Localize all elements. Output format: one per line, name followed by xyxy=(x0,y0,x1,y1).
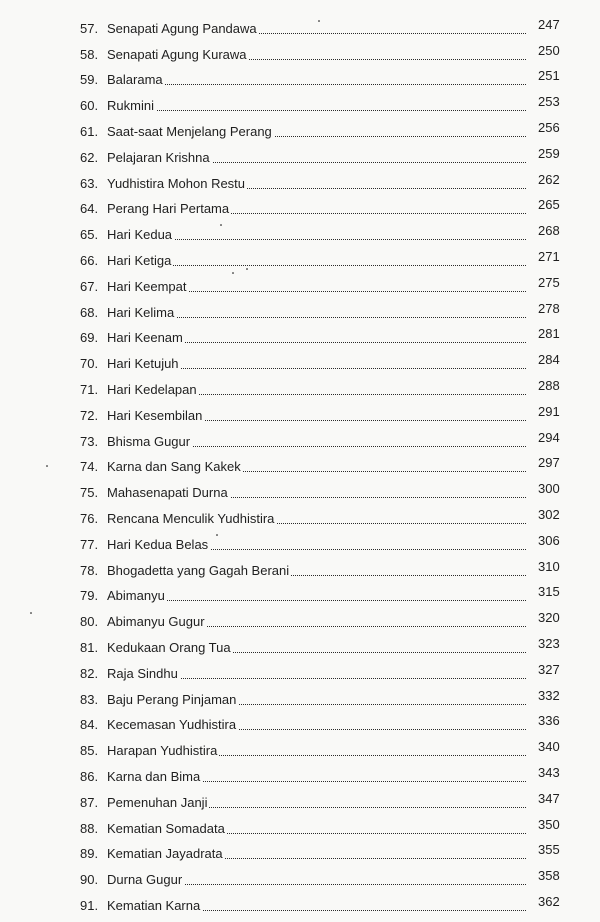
toc-entry-page: 284 xyxy=(538,352,560,368)
toc-entry xyxy=(0,633,600,659)
toc-entry-page: 300 xyxy=(538,481,560,497)
toc-entry-title: Rencana Menculik Yudhistira xyxy=(107,510,275,526)
toc-entry-page: 265 xyxy=(538,197,560,213)
toc-entry-page: 275 xyxy=(538,274,560,290)
print-speck xyxy=(30,612,32,614)
toc-entry xyxy=(0,504,600,530)
toc-entry-number: 85. xyxy=(80,743,99,759)
toc-entry-title: Hari Keenam xyxy=(107,330,183,346)
toc-entry-number: 58. xyxy=(80,46,99,62)
toc-entry-page: 256 xyxy=(538,119,560,135)
toc-entry-page: 297 xyxy=(538,455,560,471)
toc-entry-number: 76. xyxy=(80,510,99,526)
toc-entry-page: 251 xyxy=(538,68,560,84)
toc-entry xyxy=(0,298,600,324)
toc-dot-leader xyxy=(107,600,526,601)
toc-entry-number: 86. xyxy=(80,768,99,784)
toc-entry-number: 91. xyxy=(80,897,99,913)
toc-entry xyxy=(0,478,600,504)
print-speck xyxy=(216,534,218,536)
toc-entry xyxy=(0,349,600,375)
toc-entry-page: 336 xyxy=(538,713,560,729)
toc-entry-number: 62. xyxy=(80,149,99,165)
toc-entry-title: Mahasenapati Durna xyxy=(107,485,228,501)
toc-entry-number: 75. xyxy=(80,485,99,501)
print-speck xyxy=(246,268,248,270)
toc-entry-number: 79. xyxy=(80,588,99,604)
toc-entry xyxy=(0,814,600,840)
toc-entry-number: 87. xyxy=(80,794,99,810)
toc-entry xyxy=(0,891,600,917)
toc-entry-number: 71. xyxy=(80,381,99,397)
toc-entry xyxy=(0,530,600,556)
toc-entry xyxy=(0,117,600,143)
toc-entry-number: 66. xyxy=(80,252,99,268)
toc-entry-number: 78. xyxy=(80,562,99,578)
toc-entry xyxy=(0,14,600,40)
toc-entry-number: 64. xyxy=(80,201,99,217)
toc-entry xyxy=(0,169,600,195)
toc-entry xyxy=(0,865,600,891)
toc-entry xyxy=(0,324,600,350)
toc-entry-title: Senapati Agung Kurawa xyxy=(107,46,247,62)
toc-entry-title: Bhisma Gugur xyxy=(107,433,191,449)
print-speck xyxy=(220,224,222,226)
toc-entry-page: 247 xyxy=(538,16,560,32)
toc-entry xyxy=(0,91,600,117)
toc-entry-title: Hari Kedelapan xyxy=(107,381,197,397)
toc-entry-page: 358 xyxy=(538,868,560,884)
toc-entry-title: Rukmini xyxy=(107,98,154,114)
toc-entry-page: 262 xyxy=(538,171,560,187)
toc-entry-number: 88. xyxy=(80,820,99,836)
toc-entry-title: Senapati Agung Pandawa xyxy=(107,20,257,36)
toc-entry-number: 82. xyxy=(80,665,99,681)
toc-entry-title: Karna dan Sang Kakek xyxy=(107,459,241,475)
toc-entry xyxy=(0,427,600,453)
toc-entry-title: Hari Kedua Belas xyxy=(107,536,209,552)
toc-entry xyxy=(0,582,600,608)
toc-entry-page: 343 xyxy=(538,764,560,780)
toc-entry-title: Kedukaan Orang Tua xyxy=(107,639,231,655)
toc-entry-page: 340 xyxy=(538,739,560,755)
toc-entry-number: 70. xyxy=(80,356,99,372)
toc-entry-title: Hari Kesembilan xyxy=(107,407,203,423)
toc-entry-title: Kematian Jayadrata xyxy=(107,846,223,862)
toc-entry-title: Yudhistira Mohon Restu xyxy=(107,175,246,191)
toc-entry-title: Pelajaran Krishna xyxy=(107,149,210,165)
toc-entry-page: 278 xyxy=(538,300,560,316)
toc-entry-number: 69. xyxy=(80,330,99,346)
toc-entry-title: Hari Ketiga xyxy=(107,252,172,268)
toc-entry-title: Kematian Karna xyxy=(107,897,201,913)
toc-entry-title: Abimanyu Gugur xyxy=(107,614,205,630)
toc-entry-title: Hari Kedua xyxy=(107,227,173,243)
toc-entry xyxy=(0,220,600,246)
toc-entry-page: 294 xyxy=(538,429,560,445)
toc-entry-number: 61. xyxy=(80,123,99,139)
toc-entry-page: 250 xyxy=(538,42,560,58)
toc-entry-title: Abimanyu xyxy=(107,588,165,604)
toc-entry-number: 72. xyxy=(80,407,99,423)
toc-entry xyxy=(0,685,600,711)
toc-entry xyxy=(0,272,600,298)
toc-dot-leader xyxy=(107,110,526,111)
print-speck xyxy=(232,272,234,274)
toc-entry-page: 268 xyxy=(538,223,560,239)
toc-entry-number: 80. xyxy=(80,614,99,630)
toc-entry-title: Hari Kelima xyxy=(107,304,175,320)
toc-entry-title: Bhogadetta yang Gagah Berani xyxy=(107,562,290,578)
toc-entry xyxy=(0,66,600,92)
toc-entry xyxy=(0,195,600,221)
toc-entry-page: 306 xyxy=(538,532,560,548)
toc-entry xyxy=(0,659,600,685)
toc-entry xyxy=(0,711,600,737)
toc-entry-page: 288 xyxy=(538,377,560,393)
toc-entry-title: Baju Perang Pinjaman xyxy=(107,691,237,707)
toc-entry-title: Harapan Yudhistira xyxy=(107,743,218,759)
toc-entry-title: Perang Hari Pertama xyxy=(107,201,230,217)
toc-entry-page: 332 xyxy=(538,687,560,703)
toc-entry-title: Kematian Somadata xyxy=(107,820,225,836)
toc-entry xyxy=(0,401,600,427)
print-speck xyxy=(46,465,48,467)
toc-entry-page: 302 xyxy=(538,506,560,522)
toc-entry-page: 350 xyxy=(538,816,560,832)
toc-entry xyxy=(0,246,600,272)
toc-entry-page: 259 xyxy=(538,145,560,161)
toc-entry-page: 315 xyxy=(538,584,560,600)
toc-entry-number: 63. xyxy=(80,175,99,191)
toc-dot-leader xyxy=(107,84,526,85)
toc-entry-title: Kecemasan Yudhistira xyxy=(107,717,237,733)
toc-entry-title: Hari Keempat xyxy=(107,278,187,294)
toc-entry-number: 59. xyxy=(80,72,99,88)
toc-entry xyxy=(0,762,600,788)
toc-entry-number: 73. xyxy=(80,433,99,449)
toc-entry xyxy=(0,556,600,582)
print-speck xyxy=(318,20,320,22)
toc-entry-title: Saat-saat Menjelang Perang xyxy=(107,123,272,139)
toc-entry-number: 60. xyxy=(80,98,99,114)
table-of-contents xyxy=(0,14,600,917)
toc-entry-page: 320 xyxy=(538,610,560,626)
toc-entry-page: 281 xyxy=(538,326,560,342)
toc-entry-number: 81. xyxy=(80,639,99,655)
toc-entry-title: Balarama xyxy=(107,72,163,88)
toc-entry-number: 77. xyxy=(80,536,99,552)
toc-entry xyxy=(0,453,600,479)
toc-entry-page: 355 xyxy=(538,842,560,858)
toc-entry-number: 68. xyxy=(80,304,99,320)
toc-entry-number: 89. xyxy=(80,846,99,862)
toc-entry-title: Durna Gugur xyxy=(107,872,183,888)
toc-entry-title: Hari Ketujuh xyxy=(107,356,179,372)
toc-entry-page: 362 xyxy=(538,893,560,909)
toc-entry-number: 90. xyxy=(80,872,99,888)
toc-entry-page: 253 xyxy=(538,94,560,110)
toc-entry xyxy=(0,788,600,814)
toc-entry-title: Pemenuhan Janji xyxy=(107,794,208,810)
toc-entry-number: 57. xyxy=(80,20,99,36)
toc-entry-title: Raja Sindhu xyxy=(107,665,178,681)
toc-entry xyxy=(0,736,600,762)
toc-entry-page: 310 xyxy=(538,558,560,574)
toc-entry-number: 65. xyxy=(80,227,99,243)
toc-entry xyxy=(0,375,600,401)
toc-entry-number: 83. xyxy=(80,691,99,707)
toc-entry-page: 347 xyxy=(538,790,560,806)
toc-entry-page: 327 xyxy=(538,661,560,677)
toc-entry-page: 291 xyxy=(538,403,560,419)
toc-entry xyxy=(0,840,600,866)
toc-entry-title: Karna dan Bima xyxy=(107,768,201,784)
toc-entry xyxy=(0,607,600,633)
toc-entry-page: 271 xyxy=(538,248,560,264)
toc-entry xyxy=(0,40,600,66)
toc-entry-number: 74. xyxy=(80,459,99,475)
toc-entry-number: 84. xyxy=(80,717,99,733)
toc-entry xyxy=(0,143,600,169)
toc-entry-page: 323 xyxy=(538,635,560,651)
toc-entry-number: 67. xyxy=(80,278,99,294)
